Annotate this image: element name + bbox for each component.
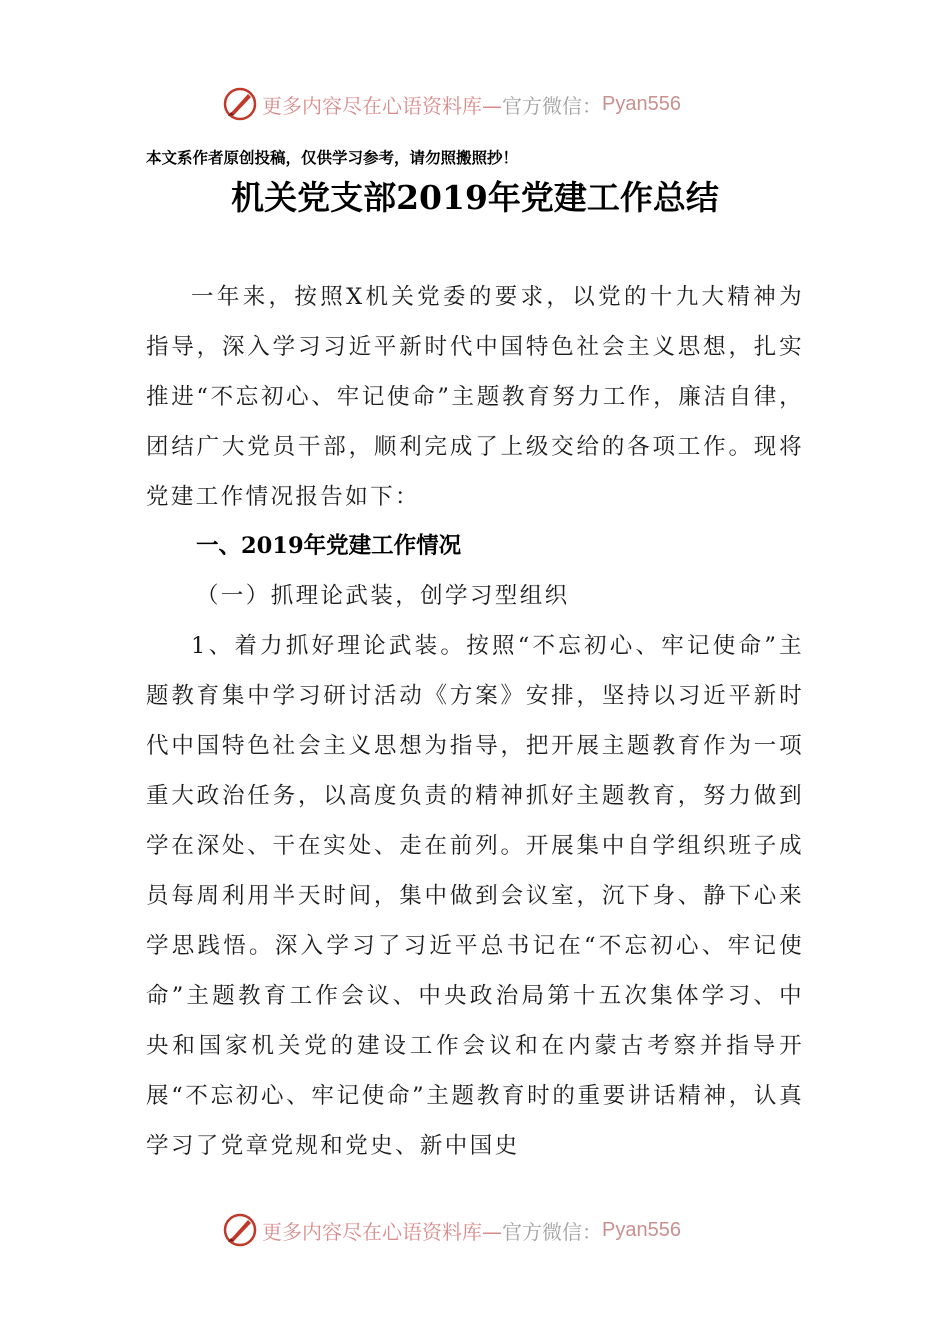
- header-watermark-banner: [222, 84, 742, 124]
- copyright-notice: 本文系作者原创投稿，仅供学习参考，请勿照搬照抄！: [146, 148, 519, 167]
- item-paragraph-block: [146, 621, 804, 1171]
- banner-wechat-label: 官方微信：: [502, 1219, 602, 1244]
- banner-text: 更多内容尽在心语资料库—: [262, 1219, 502, 1244]
- section-heading: 一、2019年党建工作情况: [196, 533, 462, 559]
- banner-wechat-id: Pyan556: [602, 1218, 681, 1241]
- banner-wechat-id: Pyan556: [602, 92, 681, 115]
- item-paragraph: 1、着力抓好理论武装。按照“不忘初心、牢记使命”主题教育集中学习研讨活动《方案》安排，坚持以习近平新时代中国特色社会主义思想为指导，把开展主题教育作为一项重大政治任务，以高度负责的精神抓好主题教育，努力做到学在深处、干在实处、走在前列。开展集中自学组织班子成员每周利用半天时间，集中做到会议室，沉下身、静下心来学思践悟。深入学习了习近平总书记在“不忘初心、牢记使命”主题教育工作会议、中央政治局第十五次集体学习、中央和国家机关党的建设工作会议和在内蒙古考察并指导开展“不忘初心、牢记使命”主题教育时的重要讲话精神，认真学习了党章党规和党史、新中国史: [146, 633, 804, 1159]
- intro-paragraph: 一年来，按照X机关党委的要求，以党的十九大精神为指导，深入学习习近平新时代中国特色社会主义思想，扎实推进“不忘初心、牢记使命”主题教育努力工作，廉洁自律，团结广大党员干部，顺利完成了上级交给的各项工作。现将党建工作情况报告如下：: [146, 284, 804, 510]
- banner-text: 更多内容尽在心语资料库—: [262, 93, 502, 118]
- pen-circle-logo-icon: [222, 86, 258, 122]
- banner-wechat-label: 官方微信：: [502, 93, 602, 118]
- footer-watermark-banner: [222, 1210, 742, 1250]
- pen-circle-logo-icon: [222, 1212, 258, 1248]
- intro-paragraph-block: [146, 272, 804, 522]
- subsection-heading: （一）抓理论武装，创学习型组织: [196, 583, 570, 609]
- document-title: 机关党支部2019年党建工作总结: [231, 178, 719, 217]
